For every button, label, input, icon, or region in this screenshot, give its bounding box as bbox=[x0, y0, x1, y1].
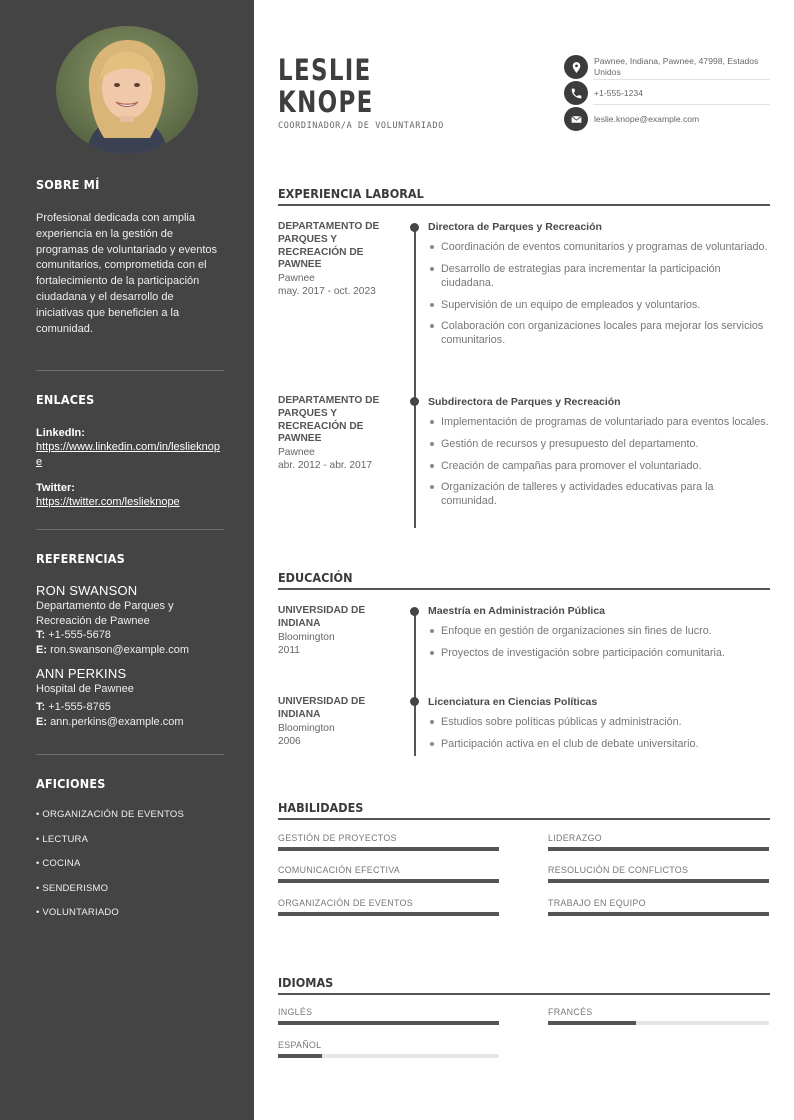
skill-bar bbox=[278, 847, 499, 851]
bullet-list bbox=[428, 240, 770, 347]
org-location: Bloomington bbox=[278, 631, 335, 643]
links-heading: ENLACES bbox=[36, 392, 95, 407]
profile-photo bbox=[56, 26, 198, 154]
job-role: COORDINADOR/A DE VOLUNTARIADO bbox=[278, 121, 444, 131]
portrait-photo-icon bbox=[56, 26, 198, 154]
references-section bbox=[36, 551, 224, 730]
sidebar-divider bbox=[36, 529, 224, 530]
contact-address bbox=[564, 55, 770, 79]
link-item-linkedin bbox=[36, 427, 224, 470]
last-name: KNOPE bbox=[278, 85, 374, 119]
language-bar bbox=[278, 1054, 499, 1058]
list-item: Coordinación de eventos comunitarios y programas de voluntariado. bbox=[428, 240, 770, 254]
experience-entry bbox=[428, 396, 770, 516]
reference-email-value[interactable]: ann.perkins@example.com bbox=[50, 715, 184, 728]
reference-item bbox=[36, 666, 224, 730]
section-rule bbox=[278, 993, 770, 995]
location-pin-icon bbox=[564, 55, 588, 79]
email-icon bbox=[564, 107, 588, 131]
education-heading: EDUCACIÓN bbox=[278, 570, 353, 585]
about-section bbox=[36, 177, 224, 337]
skill-bar bbox=[548, 847, 769, 851]
reference-org: Hospital de Pawnee bbox=[36, 683, 134, 695]
hobby-item: • LECTURA bbox=[36, 833, 89, 845]
references-heading: REFERENCIAS bbox=[36, 551, 125, 566]
experience-org bbox=[278, 395, 396, 472]
reference-org: Departamento de Parques y Recreación de Pawnee bbox=[36, 600, 174, 627]
org-name: DEPARTAMENTO DE PARQUES Y RECREACIÓN DE PAWNEE bbox=[278, 221, 380, 271]
language-item bbox=[278, 1007, 499, 1025]
skill-bar bbox=[548, 879, 769, 883]
org-location: Pawnee bbox=[278, 273, 315, 285]
sidebar-divider bbox=[36, 370, 224, 371]
language-level-fill bbox=[278, 1021, 499, 1025]
skill-level-fill bbox=[548, 879, 769, 883]
hobby-item: • SENDERISMO bbox=[36, 882, 109, 894]
list-item: Desarrollo de estrategias para incrementar la participación ciudadana. bbox=[428, 262, 770, 290]
org-name: UNIVERSIDAD DE INDIANA bbox=[278, 605, 366, 629]
link-label: LinkedIn: bbox=[36, 427, 85, 439]
skill-item bbox=[548, 833, 769, 851]
reference-name: ANN PERKINS bbox=[36, 666, 127, 681]
degree-title: Maestría en Administración Pública bbox=[428, 605, 605, 617]
skill-item bbox=[548, 865, 769, 883]
about-text: Profesional dedicada con amplia experiencia en la gestión de programas de voluntariado y eventos comunitarios, comprometida con el fortalecimiento de la participación ciudadana y el desarrollo de iniciativas que beneficien a la comunidad. bbox=[36, 212, 217, 335]
reference-email-value[interactable]: ron.swanson@example.com bbox=[50, 644, 190, 656]
skill-label: LIDERAZGO bbox=[548, 833, 602, 843]
degree-title: Licenciatura en Ciencias Políticas bbox=[428, 696, 598, 708]
skill-item bbox=[548, 898, 769, 916]
skill-bar bbox=[548, 912, 769, 916]
sidebar bbox=[0, 0, 254, 1120]
language-label: ESPAÑOL bbox=[278, 1040, 322, 1050]
reference-phone bbox=[36, 628, 224, 643]
education-org bbox=[278, 605, 396, 657]
reference-phone-value: +1-555-5678 bbox=[48, 629, 111, 641]
link-item-twitter bbox=[36, 482, 224, 510]
skill-level-fill bbox=[278, 912, 499, 916]
job-title: Directora de Parques y Recreación bbox=[428, 221, 602, 233]
reference-phone bbox=[36, 700, 224, 715]
contact-divider bbox=[593, 79, 770, 80]
org-dates: 2011 bbox=[278, 644, 300, 656]
skill-label: GESTIÓN DE PROYECTOS bbox=[278, 833, 397, 843]
skill-item bbox=[278, 865, 499, 883]
languages-heading: IDIOMAS bbox=[278, 975, 334, 990]
org-location: Pawnee bbox=[278, 447, 315, 459]
timeline-line bbox=[414, 612, 416, 756]
candidate-name bbox=[278, 54, 374, 118]
section-rule bbox=[278, 818, 770, 820]
phone-text: +1-555-1234 bbox=[594, 88, 643, 98]
email-label: E: bbox=[36, 715, 47, 728]
hobby-item: • COCINA bbox=[36, 858, 81, 869]
education-entry bbox=[428, 696, 770, 759]
sidebar-divider bbox=[36, 754, 224, 755]
email-text[interactable]: leslie.knope@example.com bbox=[594, 114, 700, 124]
list-item: Participación activa en el club de debate universitario. bbox=[428, 737, 770, 751]
skill-item bbox=[278, 898, 499, 916]
section-rule bbox=[278, 588, 770, 590]
first-name: LESLIE bbox=[278, 53, 372, 87]
list-item: Colaboración con organizaciones locales para mejorar los servicios comunitarios. bbox=[428, 319, 770, 347]
language-bar bbox=[278, 1021, 499, 1025]
contact-email bbox=[564, 107, 770, 131]
section-rule bbox=[278, 204, 770, 206]
language-item bbox=[548, 1007, 769, 1025]
bullet-list bbox=[428, 415, 770, 508]
hobbies-heading: AFICIONES bbox=[36, 776, 106, 791]
timeline-line bbox=[414, 368, 416, 528]
hobbies-section bbox=[36, 776, 224, 932]
phone-label: T: bbox=[36, 700, 46, 713]
reference-phone-value: +1-555-8765 bbox=[48, 700, 111, 713]
contact-phone bbox=[564, 81, 770, 105]
list-item: Organización de talleres y actividades educativas para la comunidad. bbox=[428, 480, 770, 508]
address-text: Pawnee, Indiana, Pawnee, 47998, Estados Unidos bbox=[594, 56, 759, 77]
skill-bar bbox=[278, 879, 499, 883]
org-name: UNIVERSIDAD DE INDIANA bbox=[278, 696, 366, 720]
timeline-line bbox=[414, 228, 416, 368]
timeline-dot bbox=[410, 223, 419, 232]
language-bar bbox=[548, 1021, 769, 1025]
list-item: Proyectos de investigación sobre participación comunitaria. bbox=[428, 646, 770, 660]
language-level-fill bbox=[548, 1021, 636, 1025]
skill-bar bbox=[278, 912, 499, 916]
skill-level-fill bbox=[548, 912, 769, 916]
email-label: E: bbox=[36, 644, 47, 656]
bullet-list bbox=[428, 715, 770, 751]
org-dates: 2006 bbox=[278, 735, 301, 747]
skill-label: TRABAJO EN EQUIPO bbox=[548, 898, 646, 908]
experience-heading: EXPERIENCIA LABORAL bbox=[278, 186, 424, 201]
reference-email bbox=[36, 715, 224, 730]
contact-divider bbox=[593, 104, 770, 105]
timeline-dot bbox=[410, 697, 419, 706]
hobby-item: • VOLUNTARIADO bbox=[36, 907, 120, 918]
list-item: Enfoque en gestión de organizaciones sin fines de lucro. bbox=[428, 624, 770, 638]
hobby-item: • ORGANIZACIÓN DE EVENTOS bbox=[36, 809, 185, 820]
hobbies-list bbox=[36, 809, 224, 932]
org-location: Bloomington bbox=[278, 722, 335, 734]
list-item: Implementación de programas de voluntariado para eventos locales. bbox=[428, 415, 770, 429]
about-heading: SOBRE MÍ bbox=[36, 177, 100, 192]
language-label: INGLÉS bbox=[278, 1007, 313, 1017]
experience-entry bbox=[428, 221, 770, 355]
skill-label: ORGANIZACIÓN DE EVENTOS bbox=[278, 898, 413, 908]
education-entry bbox=[428, 605, 770, 668]
experience-org bbox=[278, 221, 396, 298]
job-title: Subdirectora de Parques y Recreación bbox=[428, 396, 621, 408]
skill-item bbox=[278, 833, 499, 851]
list-item: Creación de campañas para promover el voluntariado. bbox=[428, 459, 770, 473]
linkedin-link[interactable]: https://www.linkedin.com/in/leslieknope bbox=[36, 441, 221, 468]
timeline-dot bbox=[410, 397, 419, 406]
phone-icon bbox=[564, 81, 588, 105]
list-item: Supervisión de un equipo de empleados y voluntarios. bbox=[428, 298, 770, 312]
list-item: Gestión de recursos y presupuesto del departamento. bbox=[428, 437, 770, 451]
org-dates: may. 2017 - oct. 2023 bbox=[278, 286, 376, 298]
language-label: FRANCÉS bbox=[548, 1007, 593, 1017]
reference-email bbox=[36, 643, 224, 658]
skills-heading: HABILIDADES bbox=[278, 800, 364, 815]
bullet-list bbox=[428, 624, 770, 660]
links-section bbox=[36, 392, 224, 510]
org-name: DEPARTAMENTO DE PARQUES Y RECREACIÓN DE PAWNEE bbox=[278, 395, 380, 445]
skill-level-fill bbox=[278, 879, 499, 883]
language-level-fill bbox=[278, 1054, 322, 1058]
reference-item bbox=[36, 583, 224, 658]
skill-level-fill bbox=[278, 847, 499, 851]
skill-label: COMUNICACIÓN EFECTIVA bbox=[278, 865, 401, 875]
org-dates: abr. 2012 - abr. 2017 bbox=[278, 460, 373, 472]
education-org bbox=[278, 696, 396, 748]
skill-label: RESOLUCIÓN DE CONFLICTOS bbox=[548, 865, 689, 875]
timeline-dot bbox=[410, 607, 419, 616]
link-label: Twitter: bbox=[36, 482, 75, 494]
skill-level-fill bbox=[548, 847, 769, 851]
language-item bbox=[278, 1040, 499, 1058]
reference-name: RON SWANSON bbox=[36, 583, 138, 598]
twitter-link[interactable]: https://twitter.com/leslieknope bbox=[36, 496, 180, 508]
phone-label: T: bbox=[36, 629, 46, 641]
list-item: Estudios sobre políticas públicas y administración. bbox=[428, 715, 770, 729]
